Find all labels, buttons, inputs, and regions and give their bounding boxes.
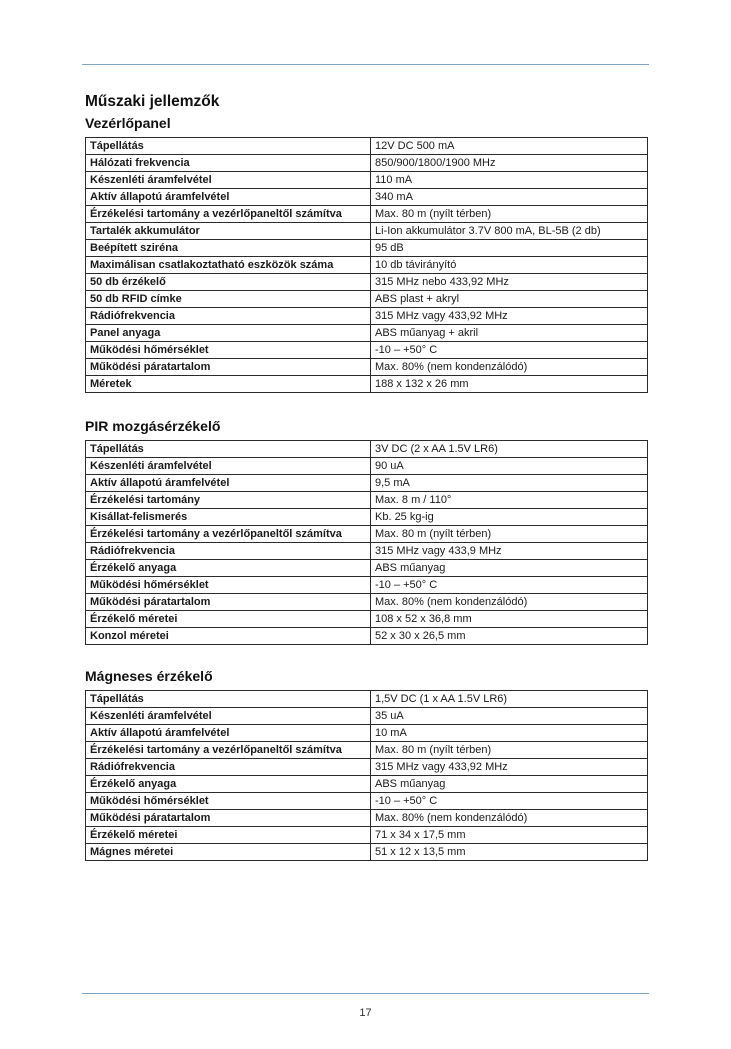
- spec-value: 315 MHz nebo 433,92 MHz: [371, 274, 648, 291]
- spec-label: Hálózati frekvencia: [86, 155, 371, 172]
- spec-value: 90 uA: [371, 458, 648, 475]
- table-row: [86, 611, 648, 628]
- spec-label: Működési hőmérséklet: [86, 342, 371, 359]
- spec-value: 315 MHz vagy 433,92 MHz: [371, 759, 648, 776]
- spec-label: Érzékelő méretei: [86, 611, 371, 628]
- spec-label: Érzékelő anyaga: [86, 560, 371, 577]
- spec-label: Rádiófrekvencia: [86, 308, 371, 325]
- spec-value: 10 mA: [371, 725, 648, 742]
- table-row: [86, 155, 648, 172]
- spec-label: Működési hőmérséklet: [86, 793, 371, 810]
- table-row: [86, 475, 648, 492]
- spec-value: Max. 8 m / 110°: [371, 492, 648, 509]
- table-row: [86, 189, 648, 206]
- section-pir-sensor: [85, 417, 648, 645]
- table-row: [86, 172, 648, 189]
- spec-value: 9,5 mA: [371, 475, 648, 492]
- spec-value: Max. 80% (nem kondenzálódó): [371, 359, 648, 376]
- spec-label: Érzékelési tartomány a vezérlőpaneltől számítva: [86, 742, 371, 759]
- spec-value: 71 x 34 x 17,5 mm: [371, 827, 648, 844]
- spec-label: Tápellátás: [86, 691, 371, 708]
- spec-label: Működési páratartalom: [86, 810, 371, 827]
- spec-table: [85, 440, 648, 645]
- table-row: [86, 827, 648, 844]
- footer-rule: [82, 993, 649, 994]
- spec-label: Aktív állapotú áramfelvétel: [86, 475, 371, 492]
- table-row: [86, 492, 648, 509]
- spec-label: Működési páratartalom: [86, 359, 371, 376]
- table-row: [86, 308, 648, 325]
- spec-value: Max. 80% (nem kondenzálódó): [371, 594, 648, 611]
- spec-label: Panel anyaga: [86, 325, 371, 342]
- spec-label: Tápellátás: [86, 138, 371, 155]
- spec-label: Méretek: [86, 376, 371, 393]
- table-row: [86, 543, 648, 560]
- spec-value: 12V DC 500 mA: [371, 138, 648, 155]
- table-row: [86, 291, 648, 308]
- table-row: [86, 441, 648, 458]
- table-row: [86, 359, 648, 376]
- spec-label: Működési hőmérséklet: [86, 577, 371, 594]
- page-title: Műszaki jellemzők: [85, 93, 220, 110]
- spec-value: -10 – +50° C: [371, 342, 648, 359]
- spec-table: [85, 137, 648, 393]
- spec-value: 35 uA: [371, 708, 648, 725]
- spec-label: Tápellátás: [86, 441, 371, 458]
- table-row: [86, 594, 648, 611]
- spec-value: ABS műanyag: [371, 776, 648, 793]
- spec-label: Rádiófrekvencia: [86, 543, 371, 560]
- table-row: [86, 138, 648, 155]
- table-row: [86, 223, 648, 240]
- spec-value: 95 dB: [371, 240, 648, 257]
- spec-label: Aktív állapotú áramfelvétel: [86, 189, 371, 206]
- table-row: [86, 206, 648, 223]
- spec-value: 1,5V DC (1 x AA 1.5V LR6): [371, 691, 648, 708]
- spec-label: Kisállat-felismerés: [86, 509, 371, 526]
- table-row: [86, 509, 648, 526]
- spec-value: 10 db távirányító: [371, 257, 648, 274]
- table-row: [86, 793, 648, 810]
- spec-label: Érzékelési tartomány a vezérlőpaneltől számítva: [86, 206, 371, 223]
- spec-label: Készenléti áramfelvétel: [86, 172, 371, 189]
- spec-value: 340 mA: [371, 189, 648, 206]
- table-row: [86, 560, 648, 577]
- spec-value: Max. 80 m (nyílt térben): [371, 206, 648, 223]
- table-row: [86, 274, 648, 291]
- spec-value: Max. 80% (nem kondenzálódó): [371, 810, 648, 827]
- table-row: [86, 691, 648, 708]
- spec-label: Érzékelési tartomány a vezérlőpaneltől számítva: [86, 526, 371, 543]
- spec-label: Mágnes méretei: [86, 844, 371, 861]
- page-number: 17: [359, 1007, 372, 1019]
- spec-value: 51 x 12 x 13,5 mm: [371, 844, 648, 861]
- spec-label: Tartalék akkumulátor: [86, 223, 371, 240]
- spec-value: 110 mA: [371, 172, 648, 189]
- table-row: [86, 628, 648, 645]
- spec-label: 50 db RFID címke: [86, 291, 371, 308]
- spec-label: Érzékelő anyaga: [86, 776, 371, 793]
- spec-label: Készenléti áramfelvétel: [86, 458, 371, 475]
- spec-label: Érzékelő méretei: [86, 827, 371, 844]
- spec-label: Működési páratartalom: [86, 594, 371, 611]
- table-row: [86, 776, 648, 793]
- spec-value: Max. 80 m (nyílt térben): [371, 526, 648, 543]
- table-row: [86, 742, 648, 759]
- header-rule: [82, 64, 649, 65]
- spec-value: -10 – +50° C: [371, 793, 648, 810]
- table-row: [86, 725, 648, 742]
- section-heading: Mágneses érzékelő: [85, 668, 213, 684]
- spec-label: Aktív állapotú áramfelvétel: [86, 725, 371, 742]
- spec-value: 52 x 30 x 26,5 mm: [371, 628, 648, 645]
- section-control-panel: [85, 114, 648, 393]
- spec-value: Max. 80 m (nyílt térben): [371, 742, 648, 759]
- spec-label: 50 db érzékelő: [86, 274, 371, 291]
- table-row: [86, 240, 648, 257]
- spec-label: Rádiófrekvencia: [86, 759, 371, 776]
- spec-label: Konzol méretei: [86, 628, 371, 645]
- spec-value: -10 – +50° C: [371, 577, 648, 594]
- table-row: [86, 708, 648, 725]
- spec-value: 108 x 52 x 36,8 mm: [371, 611, 648, 628]
- spec-value: 3V DC (2 x AA 1.5V LR6): [371, 441, 648, 458]
- spec-label: Maximálisan csatlakoztatható eszközök száma: [86, 257, 371, 274]
- section-heading: PIR mozgásérzékelő: [85, 418, 221, 434]
- table-row: [86, 458, 648, 475]
- table-row: [86, 759, 648, 776]
- spec-value: ABS plast + akryl: [371, 291, 648, 308]
- section-heading: Vezérlőpanel: [85, 115, 171, 131]
- spec-value: Kb. 25 kg-ig: [371, 509, 648, 526]
- spec-value: ABS műanyag: [371, 560, 648, 577]
- spec-value: 315 MHz vagy 433,92 MHz: [371, 308, 648, 325]
- spec-value: Li-Ion akkumulátor 3.7V 800 mA, BL-5B (2 db): [371, 223, 648, 240]
- table-row: [86, 257, 648, 274]
- spec-label: Készenléti áramfelvétel: [86, 708, 371, 725]
- spec-label: Érzékelési tartomány: [86, 492, 371, 509]
- section-magnetic-sensor: [85, 667, 648, 861]
- spec-value: 850/900/1800/1900 MHz: [371, 155, 648, 172]
- table-row: [86, 342, 648, 359]
- spec-value: ABS műanyag + akril: [371, 325, 648, 342]
- table-row: [86, 526, 648, 543]
- spec-label: Beépített sziréna: [86, 240, 371, 257]
- table-row: [86, 577, 648, 594]
- spec-table: [85, 690, 648, 861]
- table-row: [86, 844, 648, 861]
- table-row: [86, 325, 648, 342]
- table-row: [86, 376, 648, 393]
- spec-value: 188 x 132 x 26 mm: [371, 376, 648, 393]
- spec-value: 315 MHz vagy 433,9 MHz: [371, 543, 648, 560]
- table-row: [86, 810, 648, 827]
